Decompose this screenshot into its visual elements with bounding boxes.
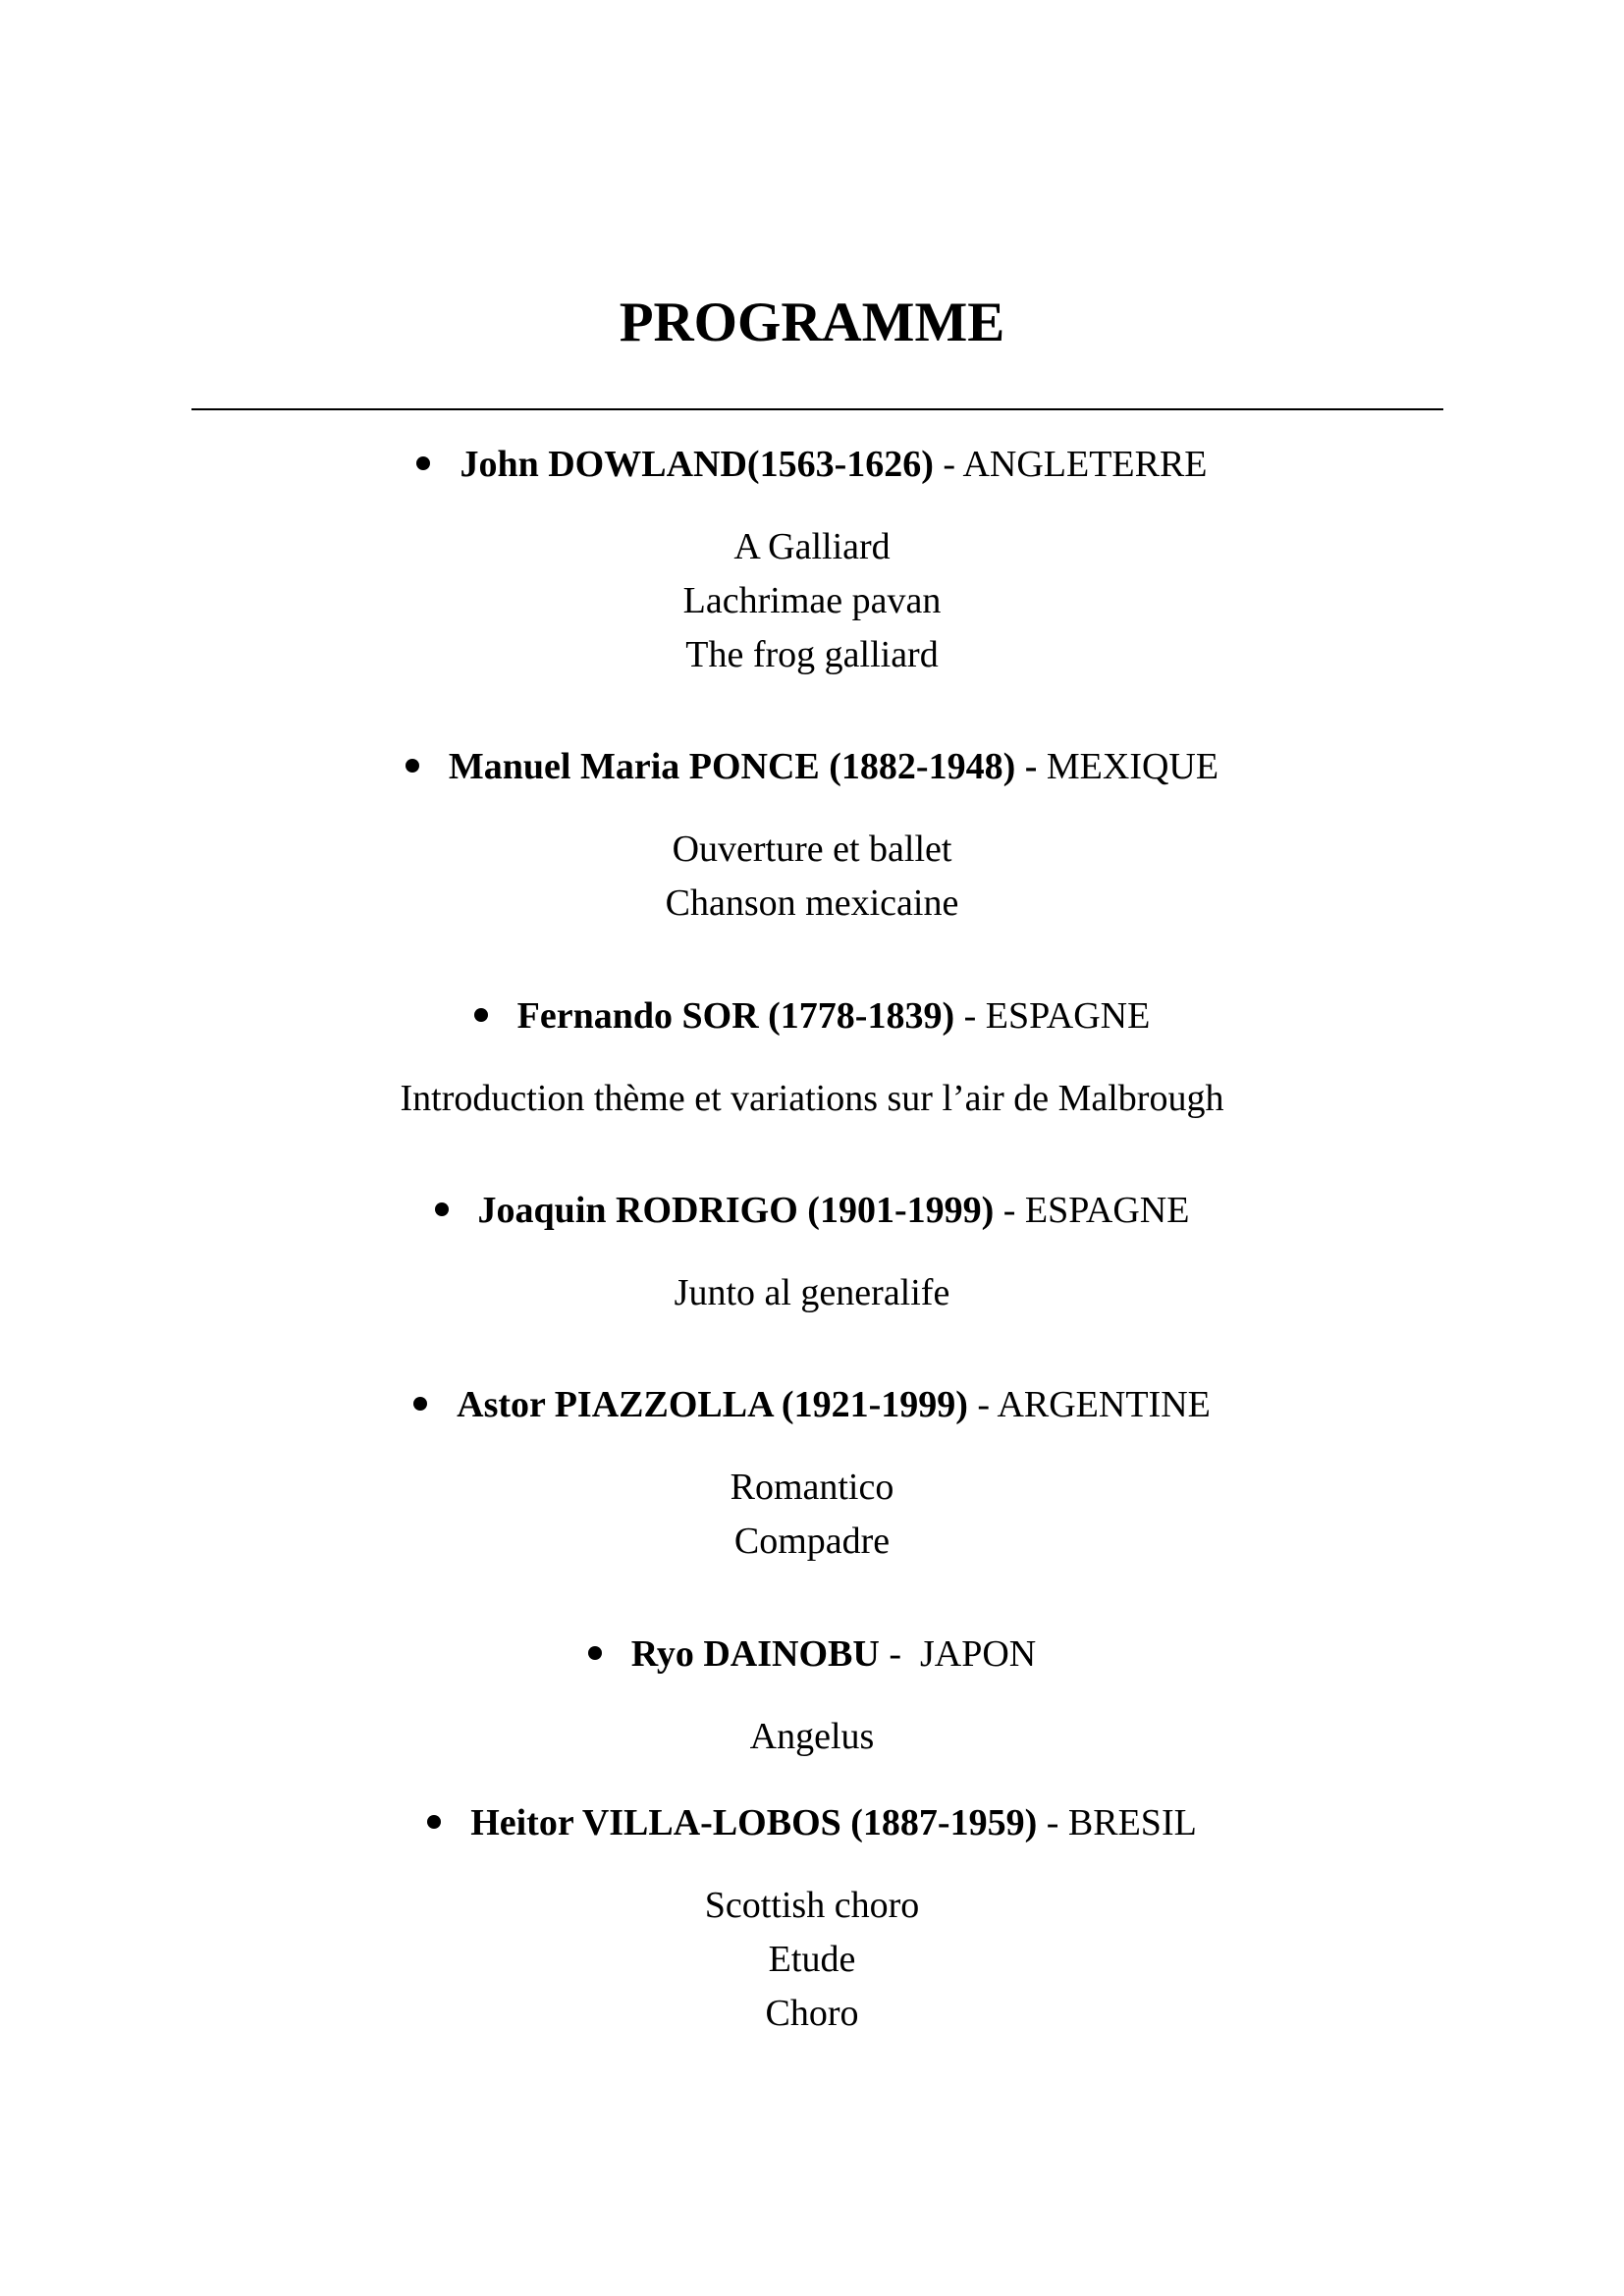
- title-divider: [191, 408, 1443, 410]
- piece-title: Compadre: [733, 1521, 891, 1562]
- heading-separator: [1037, 746, 1047, 787]
- heading-separator: -: [1037, 1802, 1068, 1843]
- composer-name: Fernando SOR (1778-1839): [516, 995, 955, 1037]
- heading-separator: -: [879, 1633, 920, 1675]
- composer-name: Heitor VILLA-LOBOS (1887-1959): [470, 1802, 1038, 1843]
- composer-name: Astor PIAZZOLLA (1921-1999): [457, 1384, 968, 1425]
- composer-country: ANGLETERRE: [962, 444, 1208, 485]
- piece-list-piazzolla: [0, 1461, 1624, 1569]
- piece-title: Angelus: [749, 1716, 875, 1757]
- piece-list-ponce: [0, 823, 1624, 931]
- section-heading-dowland: [0, 446, 1624, 483]
- piece-list-dowland: [0, 520, 1624, 682]
- composer-name: John DOWLAND(1563-1626): [460, 444, 934, 485]
- section-heading-piazzolla: [0, 1386, 1624, 1423]
- bullet-icon: [427, 1815, 441, 1829]
- composer-country: ESPAGNE: [985, 995, 1151, 1037]
- piece-list-sor: [0, 1072, 1624, 1126]
- section-heading-ponce: [0, 748, 1624, 785]
- piece-title: The frog galliard: [685, 634, 939, 675]
- composer-country: ESPAGNE: [1024, 1190, 1190, 1231]
- bullet-icon: [416, 456, 430, 470]
- section-heading-sor: [0, 997, 1624, 1035]
- bullet-icon: [588, 1646, 602, 1660]
- piece-title: Scottish choro: [704, 1885, 920, 1926]
- heading-separator: -: [967, 1384, 998, 1425]
- composer-country: ARGENTINE: [997, 1384, 1211, 1425]
- piece-list-villa-lobos: [0, 1879, 1624, 2041]
- piece-title: Choro: [765, 1993, 859, 2034]
- composer-name: Manuel Maria PONCE (1882-1948) -: [448, 746, 1038, 787]
- piece-title: Etude: [768, 1939, 856, 1980]
- section-heading-villa-lobos: [0, 1804, 1624, 1842]
- bullet-icon: [474, 1008, 488, 1022]
- piece-title: Chanson mexicaine: [665, 882, 959, 924]
- piece-list-rodrigo: [0, 1266, 1624, 1320]
- piece-title: Ouverture et ballet: [672, 828, 952, 870]
- heading-separator: -: [933, 444, 963, 485]
- bullet-icon: [406, 759, 419, 773]
- composer-name: Ryo DAINOBU: [630, 1633, 880, 1675]
- composer-country: JAPON: [919, 1633, 1037, 1675]
- section-heading-dainobu: [0, 1635, 1624, 1673]
- piece-list-dainobu: [0, 1710, 1624, 1764]
- page-title: PROGRAMME: [619, 292, 1005, 353]
- heading-separator: -: [954, 995, 986, 1037]
- composer-name: Joaquin RODRIGO (1901-1999): [477, 1190, 995, 1231]
- bullet-icon: [435, 1202, 449, 1216]
- piece-title: Romantico: [730, 1467, 894, 1508]
- composer-country: BRESIL: [1067, 1802, 1197, 1843]
- piece-title: A Galliard: [733, 526, 891, 567]
- piece-title: Introduction thème et variations sur l’air de Malbrough: [400, 1078, 1224, 1119]
- bullet-icon: [413, 1397, 427, 1411]
- piece-title: Junto al generalife: [674, 1272, 950, 1313]
- heading-separator: -: [994, 1190, 1025, 1231]
- section-heading-rodrigo: [0, 1192, 1624, 1229]
- piece-title: Lachrimae pavan: [682, 580, 942, 621]
- composer-country: MEXIQUE: [1046, 746, 1219, 787]
